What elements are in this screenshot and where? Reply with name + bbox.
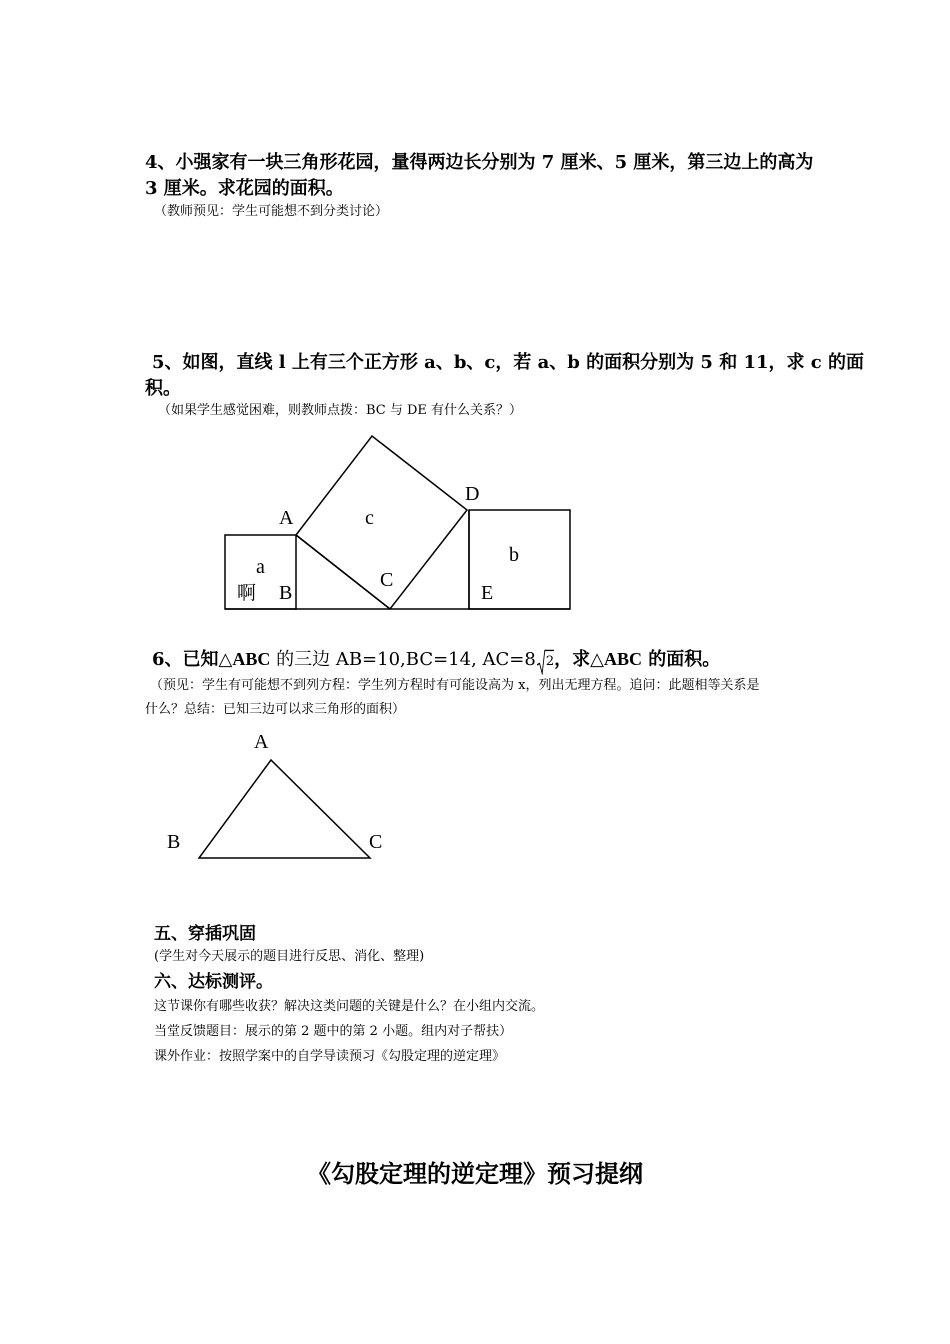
- q6-prefix: 6、已知△: [152, 649, 233, 670]
- label-A: A: [279, 507, 294, 529]
- label-D: D: [465, 483, 480, 505]
- preview-outline-title: 《勾股定理的逆定理》预习提纲: [307, 1159, 643, 1188]
- label-c: c: [365, 507, 374, 529]
- q6-statement: [152, 646, 720, 675]
- tri-label-C: C: [369, 831, 383, 853]
- section6-line-1: 这节课你有哪些收获？解决这类问题的关键是什么？在小组内交流。: [154, 999, 545, 1014]
- q6-middle: 的三边 AB=10,BC=14, AC=8: [270, 649, 536, 670]
- label-B: B: [279, 582, 293, 604]
- q5-line1: 5、如图，直线 l 上有三个正方形 a、b、c，若 a、b 的面积分别为 5 和 11，求 c 的面: [152, 352, 865, 373]
- label-b: b: [509, 544, 519, 566]
- tri-label-A: A: [254, 731, 269, 753]
- section6-heading: 六、达标测评。: [154, 972, 273, 992]
- q6-abc-1: ABC: [232, 649, 271, 669]
- sqrt-radicand: 2: [545, 654, 555, 669]
- q5-line2: 积。: [145, 378, 181, 399]
- sqrt-symbol: [537, 649, 554, 675]
- q6-abc-2: ABC: [603, 649, 642, 669]
- q4-line2: 3 厘米。求花园的面积。: [145, 178, 344, 199]
- q6-note-line1: （预见：学生有可能想不到列方程：学生列方程时有可能设高为 x，列出无理方程。追问：此题相等关系是: [150, 678, 760, 693]
- tri-label-B: B: [167, 831, 181, 853]
- label-extra: 啊: [237, 583, 257, 604]
- q6-suffix-pre: ，求△: [554, 649, 604, 670]
- q5-teacher-note: （如果学生感觉困难，则教师点拨：BC 与 DE 有什么关系？）: [158, 403, 523, 418]
- section5-note: (学生对今天展示的题目进行反思、消化、整理): [154, 949, 425, 964]
- label-C: C: [380, 569, 394, 591]
- section5-heading: 五、穿插巩固: [154, 924, 256, 944]
- section6-line-3: 课外作业：按照学案中的自学导读预习《勾股定理的逆定理》: [154, 1049, 506, 1064]
- section6-line-2: 当堂反馈题目：展示的第 2 题中的第 2 小题。组内对子帮扶）: [154, 1024, 513, 1039]
- q4-line1: 4、小强家有一块三角形花园，量得两边长分别为 7 厘米、5 厘米，第三边上的高为: [145, 152, 814, 173]
- label-a: a: [256, 556, 265, 578]
- q6-suffix-post: 的面积。: [641, 649, 721, 670]
- q4-teacher-note: （教师预见：学生可能想不到分类讨论）: [154, 204, 389, 219]
- triangle-abc: [199, 760, 370, 858]
- q6-note-line2: 什么？总结：已知三边可以求三角形的面积）: [145, 702, 406, 717]
- segment-ac: [296, 535, 390, 609]
- label-E: E: [481, 582, 494, 604]
